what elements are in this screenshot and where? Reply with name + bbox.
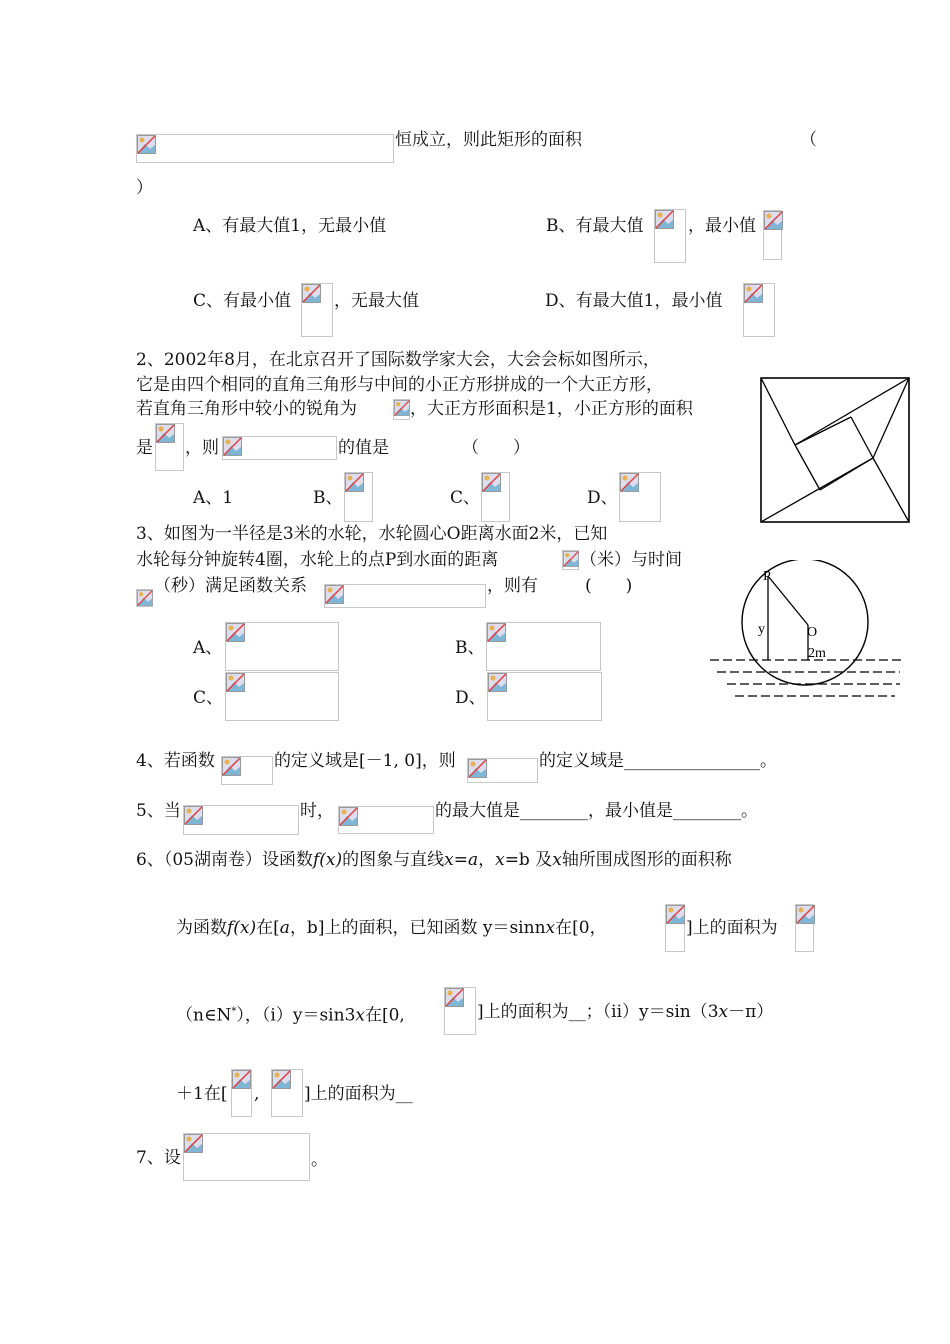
q3-option-a: A、: [193, 638, 223, 658]
q1-stem-text: 恒成立，则此矩形的面积: [395, 130, 582, 150]
label-O: O: [807, 625, 818, 640]
formula-image-q3-d: [487, 672, 602, 721]
formula-image-q1-c: [301, 283, 333, 337]
broken-image-icon: [764, 211, 783, 230]
q6-l4c: ]上的面积为__: [304, 1084, 413, 1104]
formula-image-q1-b1: [654, 209, 686, 263]
q6-l3d: 在[0,: [364, 1005, 405, 1026]
q5-text-c: 的最大值是________，最小值是________。: [435, 801, 758, 821]
formula-image-q6-pi-n: [665, 904, 685, 952]
formula-image-q4-g: [467, 758, 538, 783]
q3-option-c: C、: [193, 688, 224, 708]
pinwheel-square-figure: [755, 372, 915, 527]
broken-image-icon: [226, 623, 245, 642]
q2-line4d: （ ）: [462, 438, 530, 458]
broken-image-icon: [272, 1070, 291, 1089]
q6-l1e: a: [467, 850, 479, 870]
q3-line2a: 水轮每分钟旋转4圈，水轮上的点P到水面的距离: [136, 550, 499, 570]
inner-square-side-2: [820, 458, 873, 490]
broken-image-icon: [620, 473, 639, 492]
q1-paren-close: ）: [136, 178, 153, 198]
q1-paren-open: （: [800, 130, 817, 150]
q6-l2d: 在[: [256, 918, 280, 938]
q6-l4b: ,: [254, 1084, 260, 1104]
q6-l4a: ＋1在[: [176, 1084, 228, 1104]
formula-image-q5-func: [338, 806, 434, 834]
formula-image-q6-2-n: [795, 904, 814, 952]
broken-image-icon: [796, 905, 815, 924]
q6-l1h: x: [495, 850, 505, 870]
triangle-side-8: [761, 445, 795, 522]
outer-square: [761, 378, 909, 522]
q3-option-b: B、: [455, 638, 485, 658]
formula-image-q3-t: [136, 589, 153, 607]
q4-text-a: 4、若函数: [136, 751, 215, 771]
q6-l3g: －π）: [728, 1002, 774, 1022]
formula-image-q2-b: [344, 472, 373, 522]
broken-image-icon: [232, 1070, 251, 1089]
formula-image-q3-a: [225, 622, 339, 671]
broken-image-icon: [302, 284, 321, 303]
q6-l2h: 在[0，: [555, 918, 607, 938]
broken-image-icon: [137, 135, 156, 154]
broken-image-icon: [482, 473, 501, 492]
q5-text-a: 5、当: [136, 801, 181, 821]
broken-image-icon: [339, 807, 358, 826]
q3-line3a: （秒）满足函数关系: [154, 576, 307, 596]
formula-image-q6-hi: [271, 1069, 303, 1117]
broken-image-icon: [156, 424, 175, 443]
formula-image-q2-theta: [393, 399, 410, 420]
formula-image-q3-func: [324, 584, 486, 608]
q4-text-b: 的定义域是[－1, 0]，则: [274, 751, 456, 771]
q2-option-d: D、: [587, 488, 618, 508]
q2-line4c: 的值是: [338, 438, 389, 458]
q2-option-c: C、: [450, 488, 481, 508]
broken-image-icon: [655, 210, 674, 229]
label-2m: 2m: [808, 646, 826, 661]
broken-image-icon: [563, 551, 579, 567]
q3-line2b: （米）与时间: [580, 550, 682, 570]
q6-l1g: ，: [478, 850, 496, 870]
q6-l3sup: *: [231, 1006, 237, 1017]
formula-image-q6-lo: [231, 1069, 252, 1117]
inner-square-side-4: [795, 417, 851, 445]
broken-image-icon: [223, 437, 242, 456]
broken-image-icon: [184, 1134, 203, 1153]
q6-line2-left: [176, 918, 607, 938]
broken-image-icon: [488, 673, 507, 692]
broken-image-icon: [325, 585, 344, 604]
q2-line4a: 是: [136, 438, 153, 458]
formula-image-q4-f: [221, 756, 273, 785]
formula-image-q7: [183, 1133, 310, 1181]
label-P: P: [763, 569, 771, 584]
q6-l2e: a: [279, 918, 290, 938]
q4-text-c: 的定义域是________________。: [539, 751, 777, 771]
q6-l1k: 轴所围成图形的面积称: [561, 850, 732, 870]
formula-image-q2-expr: [222, 436, 337, 460]
q1-option-a: A、有最大值1，无最小值: [193, 216, 387, 236]
broken-image-icon: [345, 473, 364, 492]
q6-l1b: 的图象与直线: [342, 850, 445, 870]
triangle-side-2: [795, 378, 909, 445]
water-wheel-figure: [705, 560, 910, 705]
broken-image-icon: [137, 590, 153, 606]
q2-option-a: A、1: [193, 488, 234, 508]
broken-image-icon: [445, 988, 464, 1007]
triangle-side-1: [761, 378, 795, 445]
q6-l1j: x: [552, 850, 562, 870]
q6-l2b: f: [227, 918, 234, 938]
formula-image-q2-area: [155, 423, 184, 471]
formula-image-q2-c: [481, 472, 510, 522]
broken-image-icon: [222, 757, 241, 776]
q6-l2c: (x): [233, 918, 257, 938]
q2-line4b: ，则: [185, 438, 219, 458]
formula-image-q2-d: [619, 472, 661, 522]
formula-image-q3-b: [486, 622, 601, 671]
q6-l2f: ，b]上的面积，已知函数 y＝sinn: [289, 918, 546, 938]
inner-square-side-1: [795, 445, 820, 490]
q6-line3-right: [477, 1002, 773, 1022]
q6-l3b: ），（i）y＝sin3: [236, 1005, 356, 1026]
q6-l1d: =: [453, 850, 468, 870]
q6-l3f: x: [718, 1002, 729, 1022]
broken-image-icon: [744, 284, 763, 303]
q3-line3c: ( ): [585, 576, 633, 596]
formula-image-q1-stem: [136, 134, 394, 163]
broken-image-icon: [468, 759, 487, 778]
q6-l1a: 6、（05湖南卷）设函数: [136, 850, 313, 870]
broken-image-icon: [394, 400, 410, 416]
q6-line3-left: [176, 1002, 405, 1026]
q6-l2a: 为函数: [176, 918, 227, 938]
q6-l3a: （n∈N: [176, 1005, 232, 1026]
q6-l1x: (x): [319, 850, 343, 870]
broken-image-icon: [487, 623, 506, 642]
q2-line3a: 若直角三角形中较小的锐角为: [136, 399, 357, 419]
q2-line1: 2、2002年8月，在北京召开了国际数学家大会，大会会标如图所示，: [136, 350, 660, 370]
formula-image-q1-b2: [763, 210, 782, 260]
triangle-side-3: [873, 378, 909, 458]
formula-image-q3-y: [562, 550, 579, 570]
q6-l3e: ]上的面积为__；（ii）y＝sin（3: [477, 1002, 719, 1022]
q1-option-b: B、有最大值: [546, 216, 644, 236]
triangle-side-7: [761, 490, 820, 522]
q6-l1c: x: [444, 850, 454, 870]
q5-text-b: 时，: [300, 801, 334, 821]
triangle-side-4: [873, 458, 909, 522]
q3-line1: 3、如图为一半径是3米的水轮，水轮圆心O距离水面2米，已知: [136, 524, 608, 544]
q2-line2: 它是由四个相同的直角三角形与中间的小正方形拼成的一个大正方形，: [136, 375, 663, 395]
q1-option-d: D、有最大值1，最小值: [545, 291, 723, 311]
inner-square-side-3: [851, 417, 873, 458]
q3-line3b: ，则有: [487, 576, 538, 596]
broken-image-icon: [226, 673, 245, 692]
q1-option-c: C、有最小值: [193, 291, 292, 311]
q3-option-d: D、: [455, 688, 486, 708]
q7-text-a: 7、设: [136, 1148, 181, 1168]
q6-line1: [136, 850, 732, 870]
q6-l1i: =b 及: [504, 850, 553, 870]
q6-l1f: f: [312, 850, 320, 870]
q6-l3c: x: [355, 1005, 365, 1026]
formula-image-q1-d: [743, 283, 775, 337]
q1-option-b-mid: ，最小值: [688, 216, 756, 236]
broken-image-icon: [184, 806, 203, 825]
q2-option-b: B、: [313, 488, 343, 508]
q1-option-c-tail: ，无最大值: [334, 291, 419, 311]
formula-image-q3-c: [225, 672, 339, 721]
broken-image-icon: [666, 905, 685, 924]
formula-image-q6-2pi-3: [444, 987, 476, 1035]
label-y: y: [758, 622, 765, 637]
q6-l2g: x: [545, 918, 556, 938]
formula-image-q5-cond: [183, 805, 299, 835]
q7-text-b: 。: [311, 1150, 328, 1170]
q6-l2i: ]上的面积为: [686, 918, 778, 938]
radius-P-O: [768, 576, 808, 625]
q2-line3b: ，大正方形面积是1，小正方形的面积: [410, 399, 693, 419]
